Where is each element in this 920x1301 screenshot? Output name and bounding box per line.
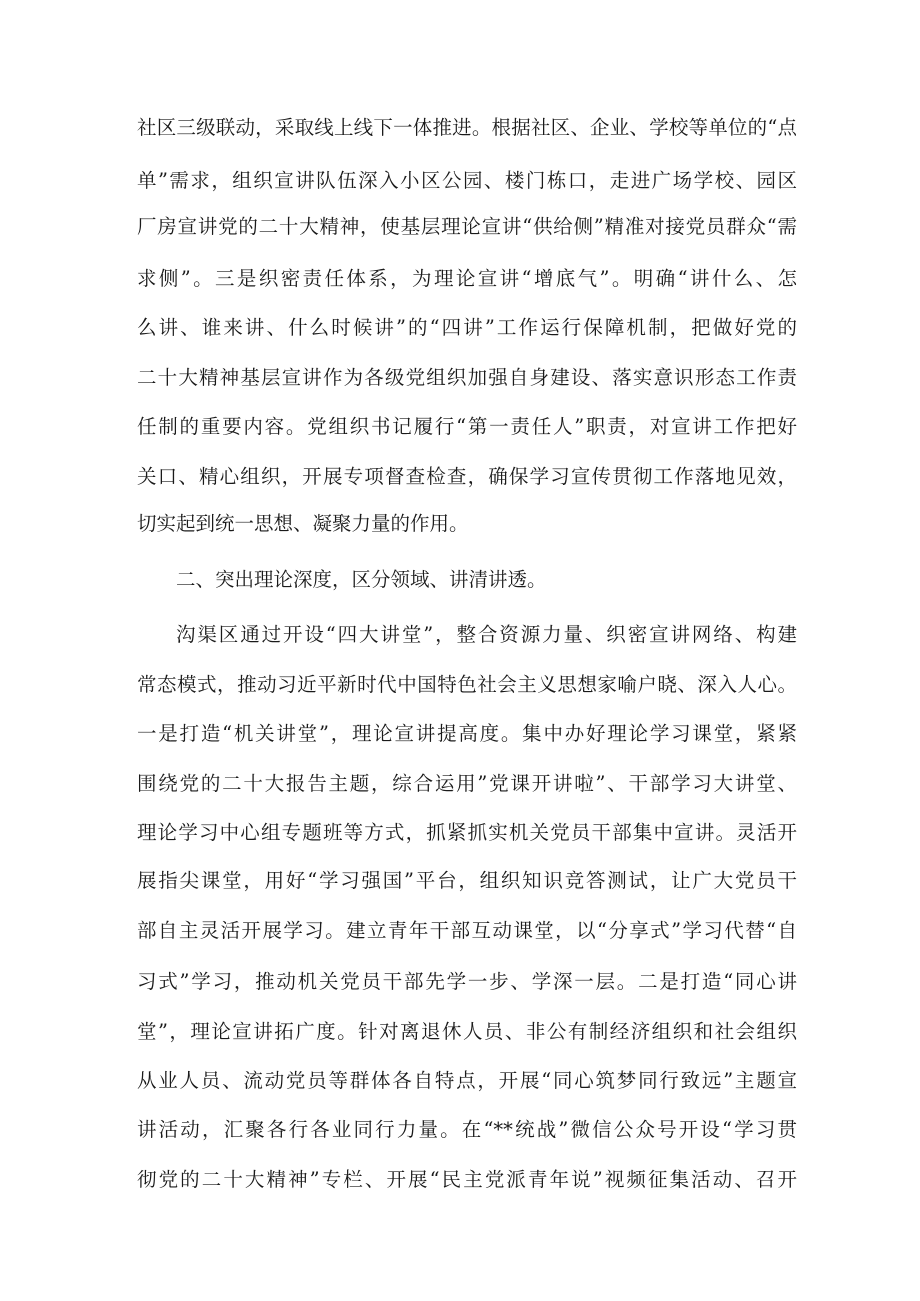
body-line: 任制的重要内容。党组织书记履行“第一责任人”职责，对宣讲工作把好	[137, 415, 797, 438]
body-line: 关口、精心组织，开展专项督查检查，确保学习宣传贯彻工作落地见效，	[137, 465, 797, 488]
body-line: 一是打造“机关讲堂”，理论宣讲提高度。集中办好理论学习课堂，紧紧	[137, 722, 797, 745]
body-line: 讲活动，汇聚各行各业同行力量。在“**统战”微信公众号开设“学习贯	[137, 1118, 797, 1141]
body-line: 单”需求，组织宣讲队伍深入小区公园、楼门栋口，走进广场学校、园区	[137, 169, 797, 192]
body-line: 从业人员、流动党员等群体各自特点，开展“同心筑梦同行致远”主题宣	[137, 1069, 797, 1092]
body-line: 切实起到统一思想、凝聚力量的作用。	[137, 512, 469, 535]
body-line: 求侧”。三是织密责任体系，为理论宣讲“增底气”。明确“讲什么、怎	[137, 267, 797, 290]
body-line: 习式”学习，推动机关党员干部先学一步、学深一层。二是打造“同心讲	[137, 970, 797, 993]
body-line: 二十大精神基层宣讲作为各级党组织加强自身建设、落实意识形态工作责	[137, 366, 797, 389]
body-line: 么讲、谁来讲、什么时候讲”的“四讲”工作运行保障机制，把做好党的	[137, 316, 797, 339]
section-heading: 二、突出理论深度，区分领域、讲清讲透。	[176, 568, 547, 591]
body-line: 理论学习中心组专题班等方式，抓紧抓实机关党员干部集中宣讲。灵活开	[137, 821, 797, 844]
body-line: 彻党的二十大精神”专栏、开展“民主党派青年说”视频征集活动、召开	[137, 1168, 797, 1191]
body-line: 堂”，理论宣讲拓广度。针对离退休人员、非公有制经济组织和社会组织	[137, 1020, 797, 1043]
body-line: 展指尖课堂，用好“学习强国”平台，组织知识竞答测试，让广大党员干	[137, 869, 797, 892]
body-line: 常态模式，推动习近平新时代中国特色社会主义思想家喻户晓、深入人心。	[137, 673, 797, 696]
body-line: 厂房宣讲党的二十大精神，使基层理论宣讲“供给侧”精准对接党员群众“需	[137, 215, 797, 238]
body-line: 围绕党的二十大报告主题，综合运用”党课开讲啦”、干部学习大讲堂、	[137, 772, 797, 795]
body-line: 社区三级联动，采取线上线下一体推进。根据社区、企业、学校等单位的“点	[137, 116, 797, 139]
body-line: 沟渠区通过开设“四大讲堂”，整合资源力量、织密宣讲网络、构建	[176, 623, 797, 646]
body-line: 部自主灵活开展学习。建立青年干部互动课堂，以“分享式”学习代替“自	[137, 919, 797, 942]
